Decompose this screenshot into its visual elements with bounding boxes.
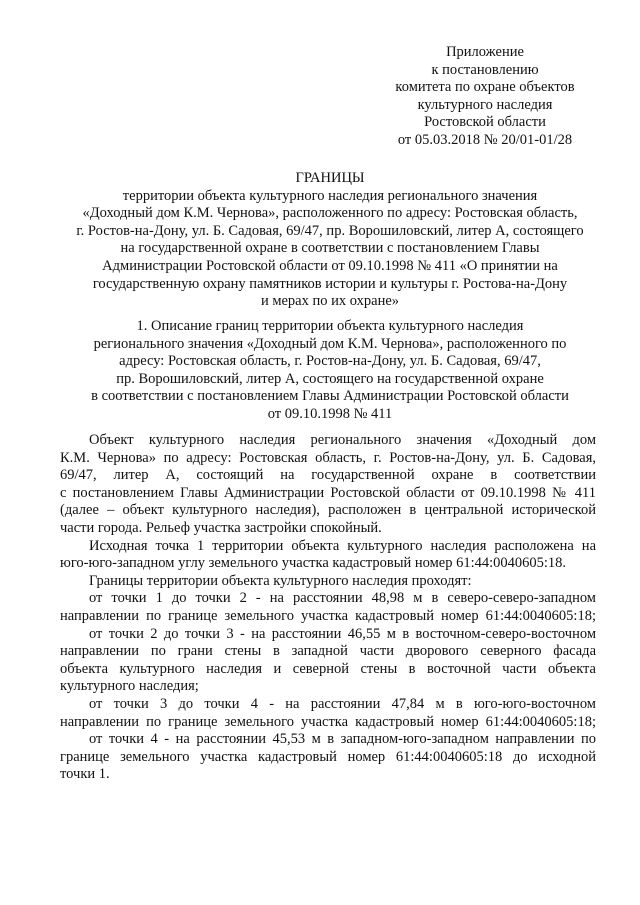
annex-line: культурного наследия xyxy=(417,96,553,113)
body-line: направлении по границе земельного участка кадастровый номер 61:44:0040605:18; xyxy=(60,607,596,624)
section-line: 1. Описание границ территории объекта культурного наследия xyxy=(136,318,524,334)
title-line: «Доходный дом К.М. Чернова», расположенного по адресу: Ростовская область, xyxy=(82,205,578,222)
body-line: от точки 4 - на расстоянии 45,53 м в западном-юго-западном направлении по xyxy=(89,731,596,748)
body-line: 69/47, литер А, состоящий на государственной охране в соответствии xyxy=(60,467,596,484)
paragraph-object-description xyxy=(60,432,596,538)
section-line: регионального значения «Доходный дом К.М. Чернова», расположенного по xyxy=(93,335,567,352)
paragraph-point-1-2 xyxy=(60,590,596,625)
title-line: на государственной охране в соответствии с постановлением Главы xyxy=(120,240,540,257)
annex-line: комитета по охране объектов xyxy=(395,79,575,96)
body-line: (далее – объект культурного наследия), расположен в центральной исторической xyxy=(60,502,596,519)
annex-line: Приложение xyxy=(446,44,524,60)
title-line: и мерах по их охране» xyxy=(260,293,400,310)
paragraph-boundaries-intro xyxy=(60,573,596,591)
body-line: от точки 1 до точки 2 - на расстоянии 48,98 м в северо-северо-западном xyxy=(89,590,596,607)
body-line: культурного наследия; xyxy=(60,678,199,695)
section-line: от 09.10.1998 № 411 xyxy=(267,405,393,422)
body-line: Объект культурного наследия регионального значения «Доходный дом xyxy=(89,432,596,448)
section-line: адресу: Ростовская область, г. Ростов-на-Дону, ул. Б. Садовая, 69/47, xyxy=(119,353,541,370)
paragraph-point-3-4 xyxy=(60,696,596,731)
body-line: юго-юго-западном углу земельного участка кадастровый номер 61:44:0040605:18. xyxy=(60,555,567,572)
paragraph-point-4-1 xyxy=(60,731,596,784)
title-line: Администрации Ростовской области от 09.10.1998 № 411 «О принятии на xyxy=(102,257,558,274)
body-line: от точки 3 до точки 4 - на расстоянии 47,84 м в юго-юго-восточном xyxy=(89,695,596,712)
title-line: государственную охрану памятников истории и культуры г. Ростова-на-Дону xyxy=(92,275,568,292)
section-heading xyxy=(40,318,620,424)
body-line: от точки 2 до точки 3 - на расстоянии 46,55 м в восточном-северо-восточном xyxy=(89,625,596,642)
body-line: Исходная точка 1 территории объекта культурного наследия расположена на xyxy=(89,537,596,554)
title-line: территории объекта культурного наследия регионального значения xyxy=(122,187,538,204)
body-line: точки 1. xyxy=(60,766,110,783)
body-line: К.М. Чернова» по адресу: Ростовская область, г. Ростов-на-Дону, ул. Б. Садовая, xyxy=(60,449,596,466)
annex-line: от 05.03.2018 № 20/01-01/28 xyxy=(397,131,573,148)
body-line: границе земельного участка кадастровый номер 61:44:0040605:18 до исходной xyxy=(60,748,596,765)
body-line: с постановлением Главы Администрации Ростовской области от 09.10.1998 № 411 xyxy=(60,484,596,501)
paragraph-point-2-3 xyxy=(60,626,596,696)
title-heading: ГРАНИЦЫ xyxy=(295,170,365,186)
body-line: объекта культурного наследия и северной стены в восточной части объекта xyxy=(60,660,596,677)
section-line: в соответствии с постановлением Главы Администрации Ростовской области xyxy=(91,388,569,405)
title-line: г. Ростов-на-Дону, ул. Б. Садовая, 69/47, пр. Ворошиловский, литер А, состоящего xyxy=(76,222,584,239)
body-line: направлении по грани стены в западной части дворового северного фасада xyxy=(60,643,596,660)
annex-line: к постановлению xyxy=(431,61,539,78)
body-line: части города. Рельеф участка застройки спокойный. xyxy=(60,519,382,536)
body-text xyxy=(60,432,596,784)
annex-line: Ростовской области xyxy=(424,114,546,131)
annex-block xyxy=(380,44,590,150)
body-line: Границы территории объекта культурного наследия проходят: xyxy=(89,572,472,589)
body-line: направлении по границе земельного участка кадастровый номер 61:44:0040605:18; xyxy=(60,713,596,730)
section-line: пр. Ворошиловский, литер А, состоящего на государственной охране xyxy=(116,370,544,387)
paragraph-start-point xyxy=(60,538,596,573)
document-title xyxy=(40,170,620,311)
